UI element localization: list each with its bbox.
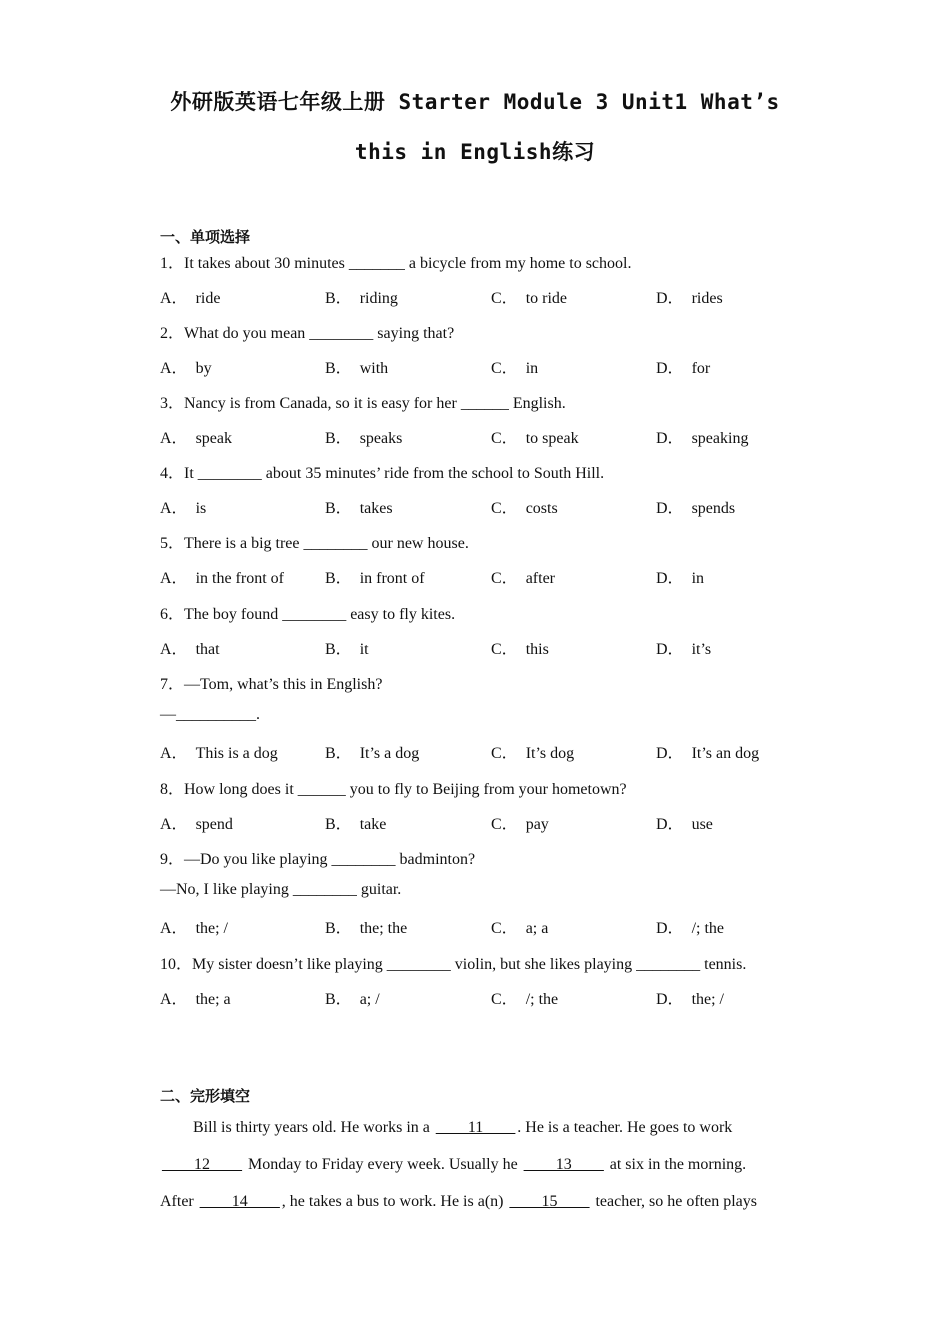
cloze-passage-line-2 [160,1156,746,1174]
question-2-options [160,355,820,377]
option-b: B． take [325,816,387,833]
cloze-blank-11: ____11____ [435,1119,516,1136]
question-4-options [160,495,820,517]
option-a: A． This is a dog [160,745,278,762]
cloze-blank-14: ____14____ [199,1193,280,1210]
passage-text: . He is a teacher. He goes to work [517,1119,733,1136]
question-3-options [160,425,820,447]
option-b: B． It’s a dog [325,745,420,762]
option-a: A． is [160,500,207,517]
section-heading-single-choice: 一、单项选择 [160,228,251,246]
section-heading-cloze: 二、完形填空 [160,1087,251,1105]
option-a: A． the; a [160,991,231,1008]
question-3-stem: 3．Nancy is from Canada, so it is easy for her ______ English. [160,395,566,412]
option-b: B． takes [325,500,393,517]
option-c: C． in [491,360,539,377]
question-10-stem: 10．My sister doesn’t like playing ________ violin, but she likes playing ________ tennis. [160,956,747,973]
passage-text: at six in the morning. [605,1156,747,1173]
option-c: C． a; a [491,920,549,937]
option-b: B． with [325,360,389,377]
option-a: A． ride [160,290,221,307]
option-c: C． to ride [491,290,568,307]
question-7-stem: 7．—Tom, what’s this in English? [160,676,383,693]
option-a: A． spend [160,816,233,833]
option-a: A． speak [160,430,232,447]
page-title-line2: this in English练习 [354,140,596,164]
option-c: C． /; the [491,991,559,1008]
passage-text: teacher, so he often plays [591,1193,757,1210]
question-9-stem: 9．—Do you like playing ________ badminton? [160,851,476,868]
question-1-stem: 1．It takes about 30 minutes _______ a bicycle from my home to school. [160,255,632,272]
question-5-stem: 5．There is a big tree ________ our new house. [160,535,469,552]
option-a: A． in the front of [160,570,284,587]
passage-text: Monday to Friday every week. Usually he [244,1156,522,1173]
option-d: D． for [656,360,711,377]
option-d: D． it’s [656,641,712,658]
question-8-stem: 8．How long does it ______ you to fly to Beijing from your hometown? [160,781,627,798]
option-d: D． /; the [656,920,724,937]
option-d: D． the; / [656,991,724,1008]
cloze-blank-12: ____12____ [162,1156,242,1173]
cloze-passage-line-3 [160,1193,757,1211]
option-d: D． rides [656,290,723,307]
page-title-line1: 外研版英语七年级上册 Starter Module 3 Unit1 What’s [170,90,780,114]
question-5-options [160,565,820,587]
option-c: C． costs [491,500,558,517]
option-b: B． speaks [325,430,403,447]
question-8-options [160,811,820,833]
cloze-passage-line-1 [193,1119,732,1137]
option-c: C． to speak [491,430,579,447]
option-b: B． in front of [325,570,425,587]
option-c: C． this [491,641,549,658]
question-7-options [160,740,820,762]
question-2-stem: 2．What do you mean ________ saying that? [160,325,455,342]
option-d: D． use [656,816,713,833]
option-a: A． the; / [160,920,228,937]
cloze-blank-13: ____13____ [523,1156,604,1173]
question-9-options [160,915,820,937]
passage-text: After [160,1193,198,1210]
option-c: C． pay [491,816,549,833]
passage-text: Bill is thirty years old. He works in a [193,1119,434,1136]
passage-text: , he takes a bus to work. He is a(n) [281,1193,508,1210]
question-6-options [160,636,820,658]
question-9-reply-line: —No, I like playing ________ guitar. [160,881,402,898]
option-c: C． after [491,570,555,587]
question-4-stem: 4．It ________ about 35 minutes’ ride from the school to South Hill. [160,465,605,482]
option-d: D． speaking [656,430,749,447]
question-10-options [160,986,820,1008]
option-a: A． by [160,360,212,377]
option-a: A． that [160,641,220,658]
question-7-answer-line: —__________. [160,706,260,723]
question-1-options [160,285,820,307]
option-b: B． it [325,641,369,658]
cloze-blank-15: ____15____ [509,1193,590,1210]
option-b: B． riding [325,290,398,307]
question-6-stem: 6．The boy found ________ easy to fly kites. [160,606,456,623]
option-b: B． the; the [325,920,408,937]
option-d: D． spends [656,500,736,517]
option-b: B． a; / [325,991,380,1008]
option-c: C． It’s dog [491,745,575,762]
option-d: D． It’s an dog [656,745,760,762]
option-d: D． in [656,570,705,587]
